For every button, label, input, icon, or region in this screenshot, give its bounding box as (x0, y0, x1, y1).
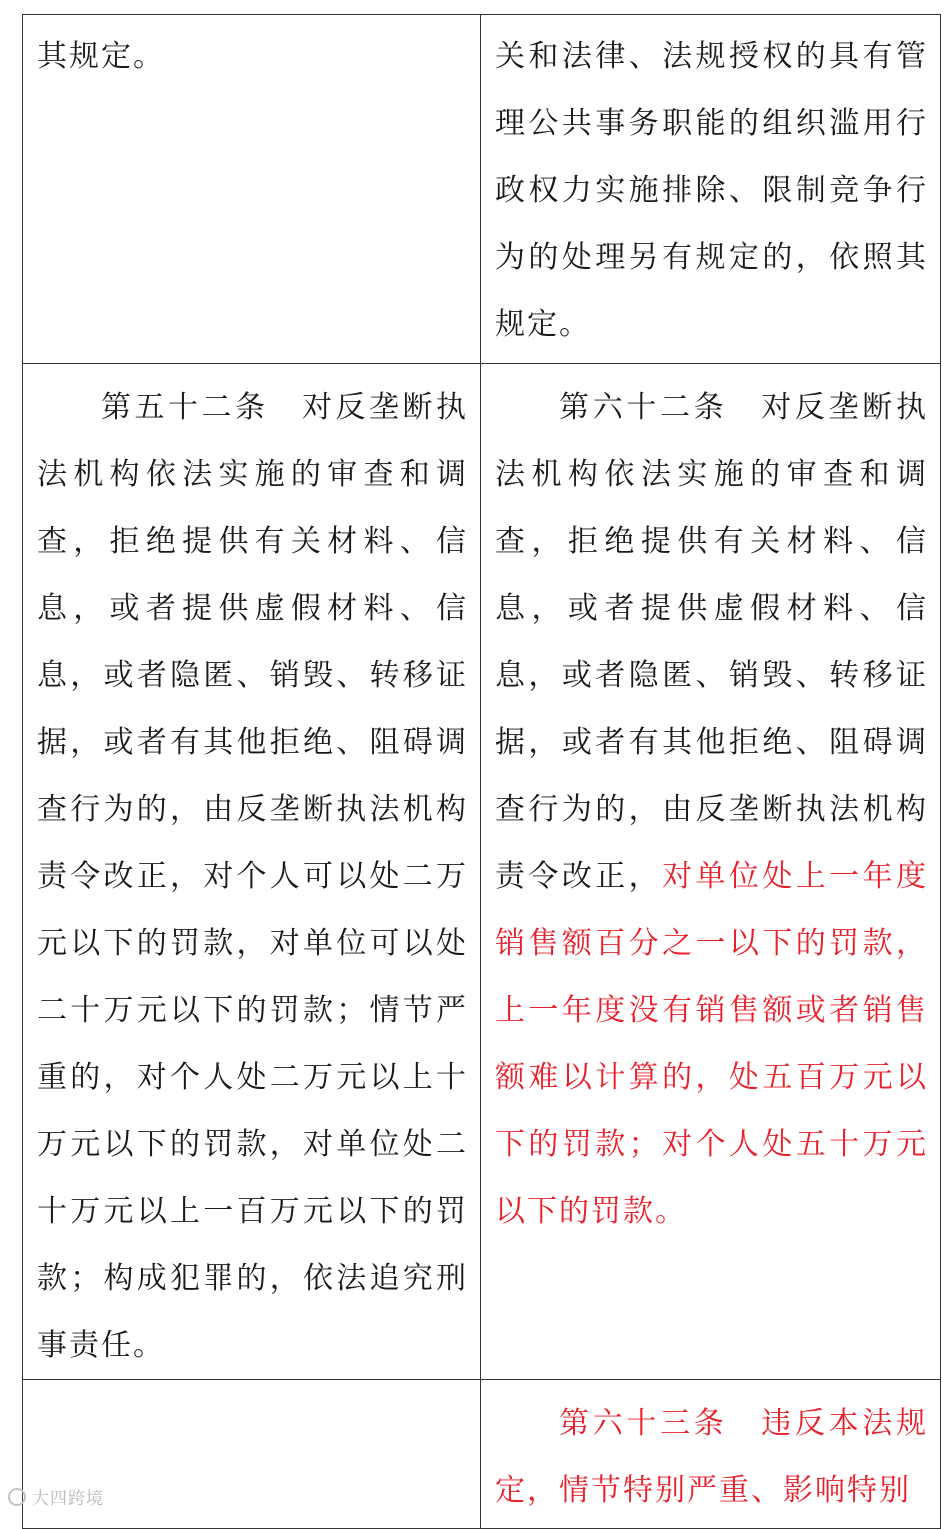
old-law-cell (23, 364, 481, 1380)
article-62-text: 第六十二条 对反垄断执法机构依法实施的审查和调查，拒绝提供有关材料、信息，或者提供虚假材料、信息，或者隐匿、销毁、转移证据，或者有其他拒绝、阻碍调查行为的，由反垄断执法机构责令改正，对单位处上一年度销售额百分之一以下的罚款，上一年度没有销售额或者销售额难以计算的，处五百万元以下的罚款；对个人处五十万元以下的罚款。 (495, 390, 929, 1229)
table-row (23, 364, 941, 1380)
article-52-text: 第五十二条 对反垄断执法机构依法实施的审查和调查，拒绝提供有关材料、信息，或者提供虚假材料、信息，或者隐匿、销毁、转移证据，或者有其他拒绝、阻碍调查行为的，由反垄断执法机构责令改正，对个人可以处二万元以下的罚款，对单位可以处二十万元以下的罚款；情节严重的，对个人处二万元以上十万元以下的罚款，对单位处二十万元以上一百万元以下的罚款；构成犯罪的，依法追究刑事责任。 (37, 390, 468, 1363)
table-row (23, 15, 941, 364)
article-63-text: 第六十三条 违反本法规定，情节特别严重、影响特别 (495, 1406, 928, 1508)
watermark-text: 大四跨境 (32, 1489, 104, 1509)
table-row (23, 1380, 941, 1529)
amended-text: 对单位处上一年度销售额百分之一以下的罚款，上一年度没有销售额或者销售额难以计算的，处五百万元以下的罚款；对个人处五十万元以下的罚款。 (495, 859, 929, 1229)
clause-text: 其规定。 (37, 39, 165, 74)
new-law-cell (481, 1380, 941, 1529)
comparison-table (22, 14, 941, 1529)
circle-logo-icon (8, 1488, 26, 1506)
new-law-cell (481, 15, 941, 364)
old-law-cell (23, 15, 481, 364)
new-law-cell (481, 364, 941, 1380)
watermark (8, 1484, 104, 1509)
clause-text: 关和法律、法规授权的具有管理公共事务职能的组织滥用行政权力实施排除、限制竞争行为的处理另有规定的，依照其规定。 (495, 39, 928, 342)
